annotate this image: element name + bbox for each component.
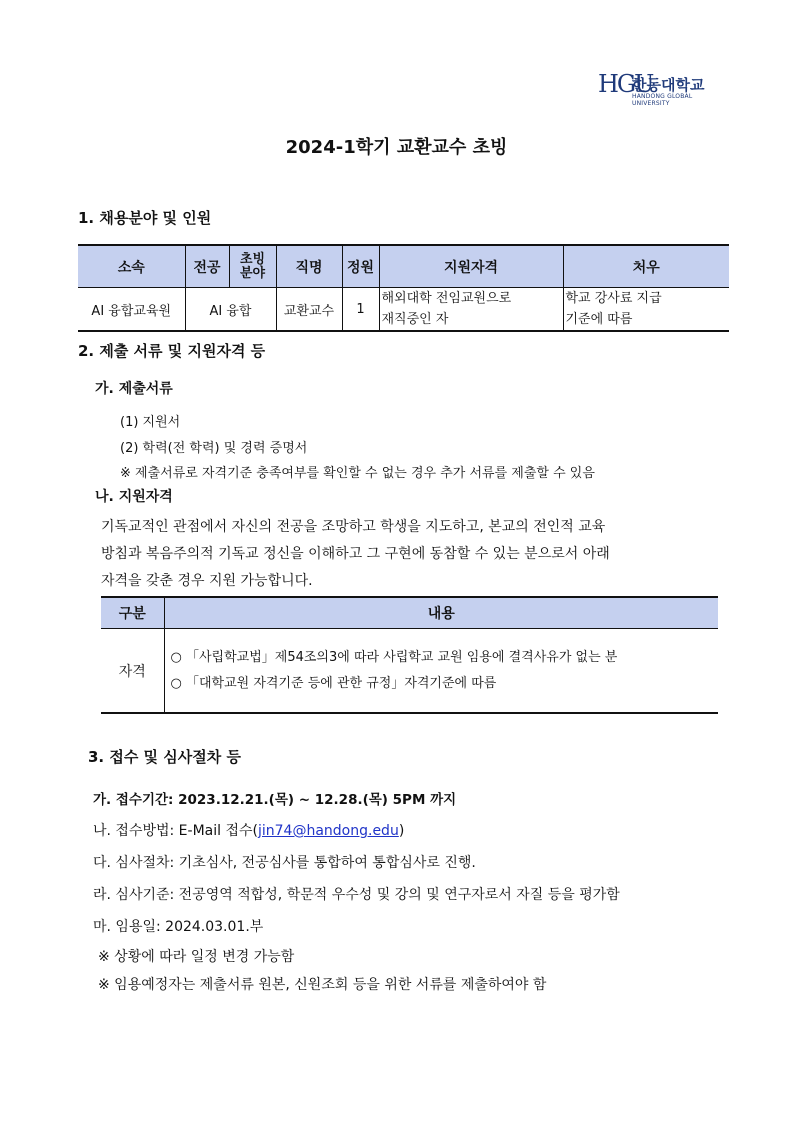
table-header-row xyxy=(101,597,718,629)
university-logo xyxy=(598,70,718,107)
header-field xyxy=(229,245,276,288)
review-criteria: 라. 심사기준: 전공영역 적합성, 학문적 우수성 및 강의 및 연구자로서 자질 등을 평가함 xyxy=(93,887,620,903)
appointment-date: 마. 임용일: 2024.03.01.부 xyxy=(93,919,264,935)
application-method xyxy=(93,820,404,840)
qualification-table xyxy=(101,596,718,714)
recruitment-table xyxy=(78,244,729,332)
method-suffix: ) xyxy=(398,823,405,839)
logo-mark: HGU xyxy=(598,70,653,98)
application-period: 가. 접수기간: 2023.12.21.(목) ~ 12.28.(목) 5PM 까지 xyxy=(93,792,457,808)
header-category: 구분 xyxy=(101,597,164,629)
header-treatment: 처우 xyxy=(563,245,729,288)
qualification-paragraph-line: 자격을 갖춘 경우 지원 가능합니다. xyxy=(101,573,313,589)
header-quota: 정원 xyxy=(342,245,379,288)
section1-heading: 1. 채용분야 및 인원 xyxy=(78,209,212,227)
qualification-paragraph-line: 방침과 복음주의적 기독교 정신을 이해하고 그 구현에 동참할 수 있는 분으로서 아래 xyxy=(101,546,610,562)
documents-note: ※ 제출서류로 자격기준 충족여부를 확인할 수 없는 경우 추가 서류를 제출할 수 있음 xyxy=(120,466,595,481)
qualification-line2: 재직중인 자 xyxy=(381,312,449,327)
logo-name-en: HANDONG GLOBAL UNIVERSITY xyxy=(632,93,693,107)
cell-quota: 1 xyxy=(342,288,379,332)
table-row xyxy=(101,629,718,714)
treatment-line2: 기준에 따름 xyxy=(565,312,633,327)
header-qualification: 지원자격 xyxy=(379,245,563,288)
logo-name-kr: 한동대학교 xyxy=(632,76,705,94)
cell-major: AI 융합 xyxy=(185,288,276,332)
email-link[interactable]: jin74@handong.edu xyxy=(257,823,399,839)
method-prefix: 나. 접수방법: E-Mail 접수( xyxy=(93,823,258,839)
qualification-line1: 해외대학 전임교원으로 xyxy=(381,291,512,306)
cell-content xyxy=(164,629,718,714)
cell-position: 교환교수 xyxy=(276,288,342,332)
header-content: 내용 xyxy=(164,597,718,629)
section3-heading: 3. 접수 및 심사절차 등 xyxy=(88,748,241,766)
table-header-row xyxy=(78,245,729,288)
document-item: (1) 지원서 xyxy=(120,415,181,430)
review-procedure: 다. 심사절차: 기초심사, 전공심사를 통합하여 통합심사로 진행. xyxy=(93,855,476,871)
qualification-item: ○ 「사립학교법」제54조의3에 따라 사립학교 교원 임용에 결격사유가 없는 분 xyxy=(170,649,618,665)
documents-heading: 가. 제출서류 xyxy=(95,381,173,397)
header-major: 전공 xyxy=(185,245,229,288)
header-field-line1: 초빙 xyxy=(239,251,266,267)
schedule-note: ※ 상황에 따라 일정 변경 가능함 xyxy=(98,949,295,965)
qualification-paragraph-line: 기독교적인 관점에서 자신의 전공을 조망하고 학생을 지도하고, 본교의 전인적 교육 xyxy=(101,519,606,535)
cell-treatment xyxy=(563,288,729,332)
table-row xyxy=(78,288,729,332)
header-field-line2: 분야 xyxy=(239,265,266,281)
document-item: (2) 학력(전 학력) 및 경력 증명서 xyxy=(120,441,308,456)
page-title: 2024-1학기 교환교수 초빙 xyxy=(285,137,508,158)
header-position: 직명 xyxy=(276,245,342,288)
qualification-heading: 나. 지원자격 xyxy=(95,489,173,505)
qualification-item: ○ 「대학교원 자격기준 등에 관한 규정」자격기준에 따름 xyxy=(170,675,497,691)
section2-heading: 2. 제출 서류 및 지원자격 등 xyxy=(78,342,266,360)
cell-qualification xyxy=(379,288,563,332)
submission-note: ※ 임용예정자는 제출서류 원본, 신원조회 등을 위한 서류를 제출하여야 함 xyxy=(98,977,547,993)
cell-category: 자격 xyxy=(101,629,164,714)
cell-affiliation: AI 융합교육원 xyxy=(78,288,185,332)
treatment-line1: 학교 강사료 지급 xyxy=(565,291,662,306)
header-affiliation: 소속 xyxy=(78,245,185,288)
